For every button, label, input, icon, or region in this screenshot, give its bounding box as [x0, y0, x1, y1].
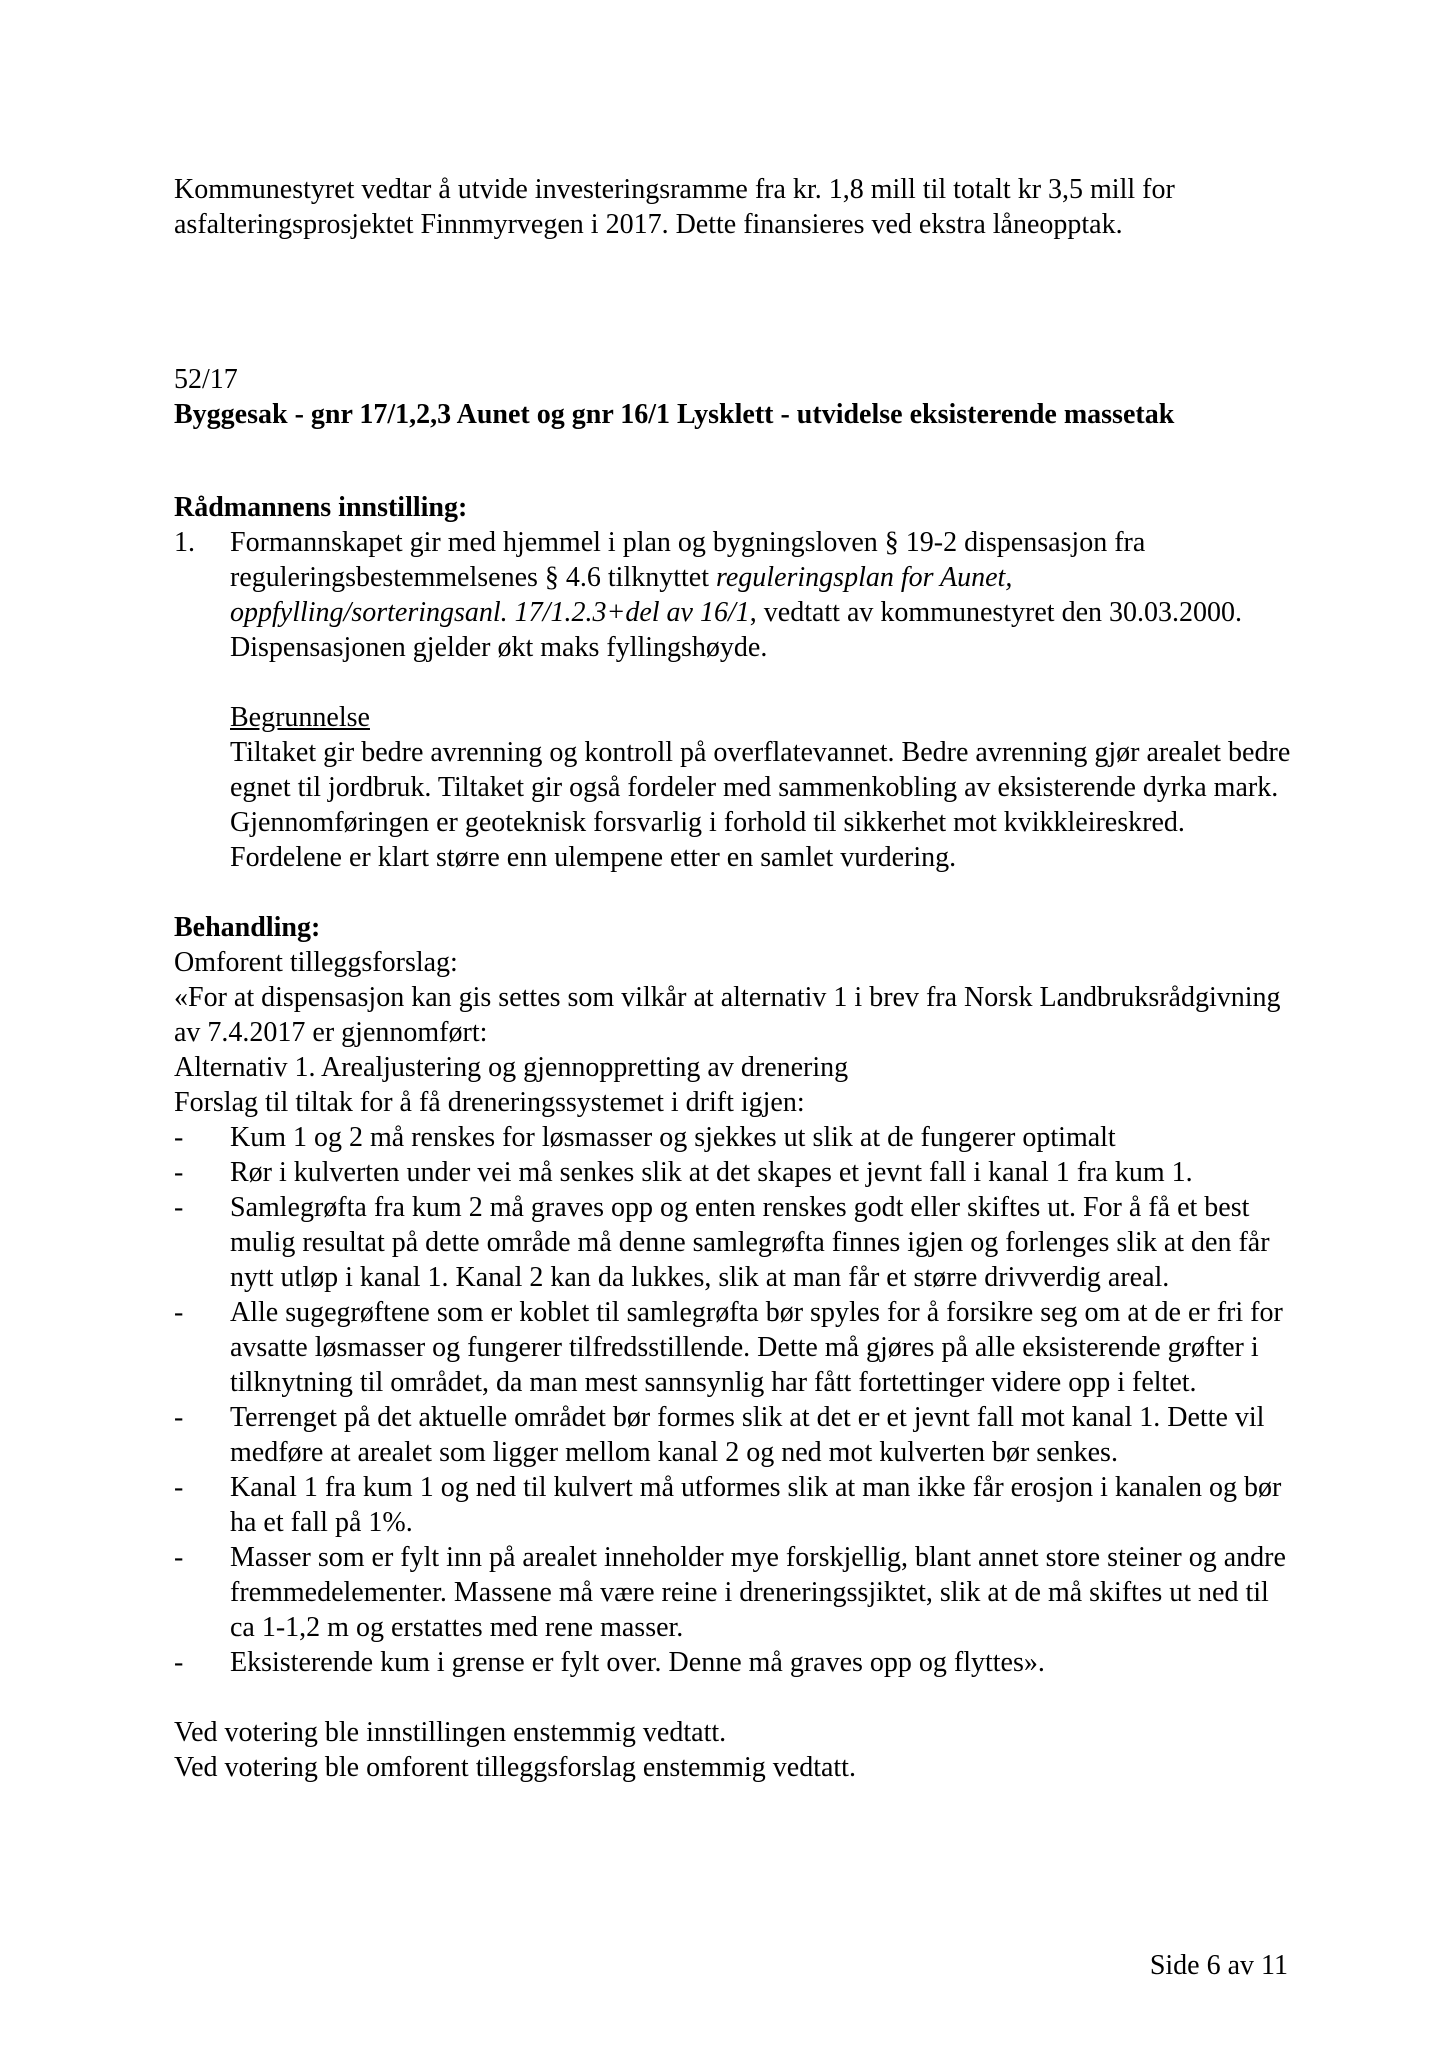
intro-line-1: Kommunestyret vedtar å utvide investeringsramme fra kr. 1,8 mill til totalt kr 3,5 mill for: [174, 174, 1175, 205]
reason-heading: Begrunnelse: [230, 702, 370, 733]
intro-line-2: asfalteringsprosjektet Finnmyrvegen i 2017. Dette finansieres ved ekstra låneopptak.: [174, 209, 1123, 240]
list-item-text: Samlegrøfta fra kum 2 må graves opp og enten renskes godt eller skiftes ut. For å få et best mulig resultat på dette område må denne samlegrøfta finnes igjen og forlenges slik at den får nytt utløp i kanal 1. Kanal 2 kan da lukkes, slik at man får et større drivverdig areal.: [230, 1192, 1270, 1293]
dash-bullet: -: [174, 1157, 184, 1188]
list-item: [174, 1540, 1294, 1645]
dash-bullet: -: [174, 1402, 184, 1433]
list-item: [174, 1400, 1294, 1470]
dash-bullet: -: [174, 1297, 184, 1328]
recommendation-text-b: , vedtatt av kommunestyret den 30.03.2000. Dispensasjonen gjelder økt maks fyllingshøyde.: [230, 597, 1243, 663]
list-item: [174, 1190, 1294, 1295]
treatment-heading: Behandling:: [174, 912, 321, 943]
recommendation-item-text: [230, 525, 1294, 665]
recommendation-text-a: Formannskapet gir med hjemmel i plan og bygningsloven § 19-2 dispensasjon fra reguleringsbestemmelsenes § 4.6 tilknyttet: [230, 527, 1146, 593]
list-item-text: Kum 1 og 2 må renskes for løsmasser og sjekkes ut slik at de fungerer optimalt: [230, 1122, 1116, 1153]
document-page: [174, 172, 1294, 1785]
dash-bullet: -: [174, 1192, 184, 1223]
dash-bullet: -: [174, 1647, 184, 1678]
measures-list: [174, 1120, 1294, 1680]
list-item-text: Terrenget på det aktuelle området bør formes slik at det er et jevnt fall mot kanal 1. Dette vil medføre at arealet som ligger mellom kanal 2 og ned mot kulverten bør senkes.: [230, 1402, 1265, 1468]
list-item-text: Alle sugegrøftene som er koblet til samlegrøfta bør spyles for å forsikre seg om at de er fri for avsatte løsmasser og fungerer tilfredsstillende. Dette må gjøres på alle eksisterende grøfter i tilknytning til området, da man mest sannsynlig har fått fortettinger videre opp i feltet.: [230, 1297, 1283, 1398]
recommendation-heading: Rådmannens innstilling:: [174, 492, 468, 523]
case-number: 52/17: [174, 364, 238, 395]
recommendation-item-number: 1.: [174, 527, 195, 558]
list-item: [174, 1120, 1294, 1155]
list-item: [174, 1645, 1294, 1680]
dash-bullet: -: [174, 1542, 184, 1573]
treatment-line-4: Forslag til tiltak for å få dreneringssystemet i drift igjen:: [174, 1087, 805, 1118]
vote-line-2: Ved votering ble omforent tilleggsforslag enstemmig vedtatt.: [174, 1752, 856, 1783]
vote-line-1: Ved votering ble innstillingen enstemmig vedtatt.: [174, 1717, 727, 1748]
reason-text: Tiltaket gir bedre avrenning og kontroll på overflatevannet. Bedre avrenning gjør arealet bedre egnet til jordbruk. Tiltaket gir også fordeler med sammenkobling av eksisterende dyrka mark. Gjennomføringen er geoteknisk forsvarlig i forhold til sikkerhet mot kvikkleireskred. Fordelene er klart større enn ulempene etter en samlet vurdering.: [230, 737, 1291, 873]
case-title: Byggesak - gnr 17/1,2,3 Aunet og gnr 16/1 Lysklett - utvidelse eksisterende massetak: [174, 399, 1175, 430]
treatment-line-2: «For at dispensasjon kan gis settes som vilkår at alternativ 1 i brev fra Norsk Landbruksrådgivning av 7.4.2017 er gjennomført:: [174, 982, 1281, 1048]
list-item-text: Eksisterende kum i grense er fylt over. Denne må graves opp og flyttes».: [230, 1647, 1045, 1678]
dash-bullet: -: [174, 1472, 184, 1503]
page-number: Side 6 av 11: [1149, 1950, 1288, 1981]
list-item-text: Rør i kulverten under vei må senkes slik at det skapes et jevnt fall i kanal 1 fra kum 1.: [230, 1157, 1193, 1188]
list-item: [174, 1155, 1294, 1190]
recommendation-item-body: [230, 525, 1294, 875]
treatment-line-3: Alternativ 1. Arealjustering og gjennoppretting av drenering: [174, 1052, 849, 1083]
recommendation-item-1: [174, 525, 1294, 875]
list-item-text: Kanal 1 fra kum 1 og ned til kulvert må utformes slik at man ikke får erosjon i kanalen og bør ha et fall på 1%.: [230, 1472, 1282, 1538]
plan-name: reguleringsplan for Aunet, oppfylling/sorteringsanl. 17/1.2.3+del av 16/1: [230, 562, 1013, 628]
dash-bullet: -: [174, 1122, 184, 1153]
treatment-line-1: Omforent tilleggsforslag:: [174, 947, 458, 978]
list-item: [174, 1470, 1294, 1540]
list-item-text: Masser som er fylt inn på arealet inneholder mye forskjellig, blant annet store steiner og andre fremmedelementer. Massene må være reine i dreneringssjiktet, slik at de må skiftes ut ned til ca 1-1,2 m og erstattes med rene masser.: [230, 1542, 1286, 1643]
list-item: [174, 1295, 1294, 1400]
